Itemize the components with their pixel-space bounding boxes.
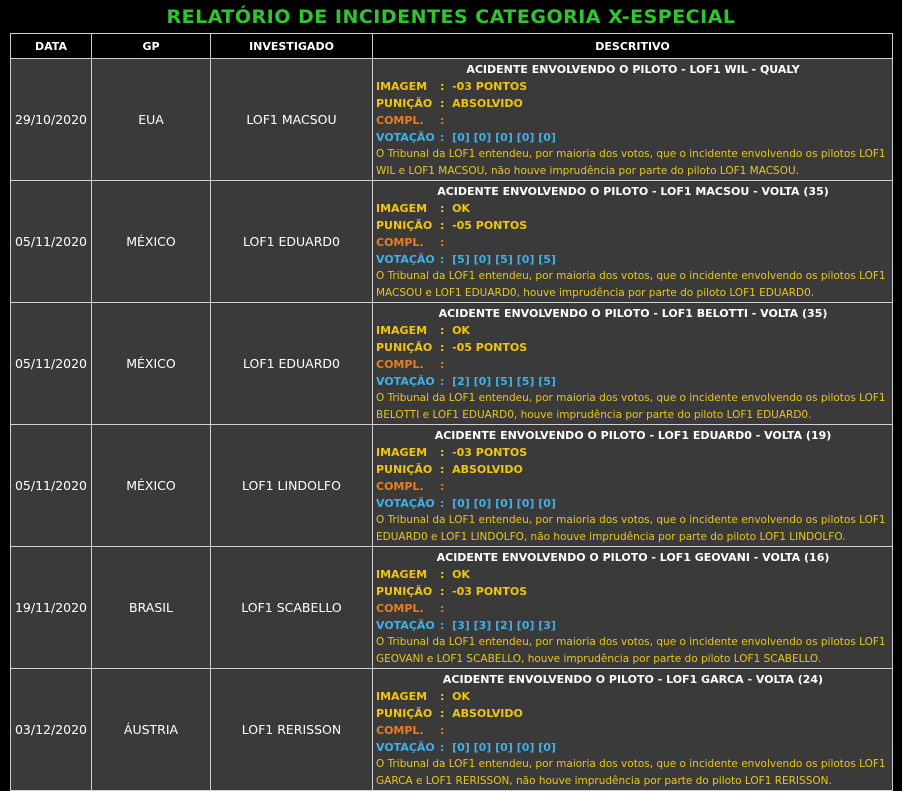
punicao-label: PUNIÇÃO — [376, 97, 433, 110]
ruling-text-line-2: GARCA e LOF1 RERISSON, não houve imprudência por parte do piloto LOF1 RERISSON. — [376, 775, 832, 787]
gp-cell: MÉXICO — [92, 181, 211, 303]
ruling-text-line-2: EDUARD0 e LOF1 LINDOLFO, não houve imprudência por parte do piloto LOF1 LINDOLFO. — [376, 531, 846, 543]
compl-line: COMPL. : — [376, 602, 453, 615]
imagem-value: -03 PONTOS — [452, 80, 528, 93]
column-header-investigado: INVESTIGADO — [211, 34, 373, 59]
punicao-value: -05 PONTOS — [452, 219, 528, 232]
ruling-text-line-1: O Tribunal da LOF1 entendeu, por maioria dos votos, que o incidente envolvendo os pilotos LOF1 — [376, 514, 886, 526]
gp-cell: MÉXICO — [92, 425, 211, 547]
investigado-cell: LOF1 EDUARD0 — [211, 181, 373, 303]
ruling-text-line-2: WIL e LOF1 MACSOU, não houve imprudência por parte do piloto LOF1 MACSOU. — [376, 165, 800, 177]
votacao-label: VOTAÇÃO — [376, 253, 435, 266]
punicao-line: PUNIÇÃO : ABSOLVIDO — [376, 97, 523, 110]
votacao-label: VOTAÇÃO — [376, 131, 435, 144]
imagem-line: IMAGEM : OK — [376, 568, 470, 581]
punicao-value: -03 PONTOS — [452, 585, 528, 598]
ruling-text-line-2: MACSOU e LOF1 EDUARD0, houve imprudência por parte do piloto LOF1 EDUARD0. — [376, 287, 815, 299]
gp-cell: ÁUSTRIA — [92, 669, 211, 791]
imagem-value: OK — [452, 690, 470, 703]
descritivo-cell — [373, 303, 893, 425]
votacao-line: VOTAÇÃO : [0] [0] [0] [0] [0] — [376, 497, 556, 510]
votacao-line: VOTAÇÃO : [2] [0] [5] [5] [5] — [376, 375, 556, 388]
imagem-label: IMAGEM — [376, 202, 428, 215]
table-body — [11, 59, 893, 791]
imagem-label: IMAGEM — [376, 568, 428, 581]
imagem-label: IMAGEM — [376, 690, 428, 703]
table-row — [11, 425, 893, 547]
ruling-text-line-1: O Tribunal da LOF1 entendeu, por maioria dos votos, que o incidente envolvendo os pilotos LOF1 — [376, 636, 886, 648]
punicao-label: PUNIÇÃO — [376, 585, 433, 598]
imagem-line: IMAGEM : OK — [376, 690, 470, 703]
descritivo-cell — [373, 669, 893, 791]
punicao-line: PUNIÇÃO : ABSOLVIDO — [376, 463, 523, 476]
date-cell: 05/11/2020 — [11, 303, 92, 425]
votacao-label: VOTAÇÃO — [376, 497, 435, 510]
date-cell: 05/11/2020 — [11, 425, 92, 547]
gp-cell: MÉXICO — [92, 303, 211, 425]
punicao-line: PUNIÇÃO : ABSOLVIDO — [376, 707, 523, 720]
punicao-line: PUNIÇÃO : -05 PONTOS — [376, 341, 528, 354]
imagem-line: IMAGEM : OK — [376, 202, 470, 215]
votacao-line: VOTAÇÃO : [0] [0] [0] [0] [0] — [376, 741, 556, 754]
descritivo-cell — [373, 59, 893, 181]
votacao-value: [5] [0] [5] [0] [5] — [452, 253, 556, 266]
compl-line: COMPL. : — [376, 236, 453, 249]
compl-label: COMPL. — [376, 358, 424, 371]
date-cell: 19/11/2020 — [11, 547, 92, 669]
votacao-value: [0] [0] [0] [0] [0] — [452, 741, 556, 754]
incident-header: ACIDENTE ENVOLVENDO O PILOTO - LOF1 EDUARD0 - VOLTA (19) — [434, 429, 832, 442]
table-row — [11, 547, 893, 669]
column-header-gp: GP — [92, 34, 211, 59]
votacao-value: [0] [0] [0] [0] [0] — [452, 497, 556, 510]
compl-label: COMPL. — [376, 114, 424, 127]
column-header-data: DATA — [11, 34, 92, 59]
punicao-value: ABSOLVIDO — [452, 707, 523, 720]
imagem-line: IMAGEM : -03 PONTOS — [376, 446, 528, 459]
punicao-label: PUNIÇÃO — [376, 707, 433, 720]
votacao-line: VOTAÇÃO : [3] [3] [2] [0] [3] — [376, 619, 556, 632]
incident-header: ACIDENTE ENVOLVENDO O PILOTO - LOF1 GEOVANI - VOLTA (16) — [436, 551, 830, 564]
imagem-value: OK — [452, 202, 470, 215]
ruling-text-line-2: BELOTTI e LOF1 EDUARD0, houve imprudência por parte do piloto LOF1 EDUARD0. — [376, 409, 812, 421]
punicao-line: PUNIÇÃO : -05 PONTOS — [376, 219, 528, 232]
descritivo-cell — [373, 547, 893, 669]
incident-header: ACIDENTE ENVOLVENDO O PILOTO - LOF1 WIL - QUALY — [466, 63, 800, 76]
investigado-cell: LOF1 LINDOLFO — [211, 425, 373, 547]
punicao-value: ABSOLVIDO — [452, 463, 523, 476]
ruling-text-line-2: GEOVANI e LOF1 SCABELLO, houve imprudência por parte do piloto LOF1 SCABELLO. — [376, 653, 822, 665]
investigado-cell: LOF1 EDUARD0 — [211, 303, 373, 425]
investigado-cell: LOF1 RERISSON — [211, 669, 373, 791]
punicao-label: PUNIÇÃO — [376, 341, 433, 354]
table-row — [11, 303, 893, 425]
ruling-text-line-1: O Tribunal da LOF1 entendeu, por maioria dos votos, que o incidente envolvendo os pilotos LOF1 — [376, 148, 886, 160]
votacao-value: [0] [0] [0] [0] [0] — [452, 131, 556, 144]
compl-line: COMPL. : — [376, 480, 453, 493]
date-cell: 03/12/2020 — [11, 669, 92, 791]
date-cell: 29/10/2020 — [11, 59, 92, 181]
compl-label: COMPL. — [376, 236, 424, 249]
incident-header: ACIDENTE ENVOLVENDO O PILOTO - LOF1 MACSOU - VOLTA (35) — [437, 185, 829, 198]
compl-line: COMPL. : — [376, 114, 453, 127]
table-row — [11, 59, 893, 181]
gp-cell: BRASIL — [92, 547, 211, 669]
punicao-value: -05 PONTOS — [452, 341, 528, 354]
votacao-line: VOTAÇÃO : [5] [0] [5] [0] [5] — [376, 253, 556, 266]
imagem-label: IMAGEM — [376, 80, 428, 93]
table-row — [11, 669, 893, 791]
votacao-label: VOTAÇÃO — [376, 619, 435, 632]
imagem-line: IMAGEM : OK — [376, 324, 470, 337]
imagem-value: OK — [452, 568, 470, 581]
descritivo-cell — [373, 425, 893, 547]
compl-line: COMPL. : — [376, 724, 453, 737]
votacao-label: VOTAÇÃO — [376, 741, 435, 754]
page-title: RELATÓRIO DE INCIDENTES CATEGORIA X-ESPECIAL — [166, 6, 736, 28]
date-cell: 05/11/2020 — [11, 181, 92, 303]
imagem-value: -03 PONTOS — [452, 446, 528, 459]
ruling-text-line-1: O Tribunal da LOF1 entendeu, por maioria dos votos, que o incidente envolvendo os pilotos LOF1 — [376, 758, 886, 770]
column-header-descritivo: DESCRITIVO — [373, 34, 893, 59]
compl-line: COMPL. : — [376, 358, 453, 371]
punicao-value: ABSOLVIDO — [452, 97, 523, 110]
compl-label: COMPL. — [376, 602, 424, 615]
imagem-label: IMAGEM — [376, 324, 428, 337]
compl-label: COMPL. — [376, 724, 424, 737]
investigado-cell: LOF1 SCABELLO — [211, 547, 373, 669]
compl-label: COMPL. — [376, 480, 424, 493]
votacao-value: [2] [0] [5] [5] [5] — [452, 375, 556, 388]
punicao-label: PUNIÇÃO — [376, 219, 433, 232]
ruling-text-line-1: O Tribunal da LOF1 entendeu, por maioria dos votos, que o incidente envolvendo os pilotos LOF1 — [376, 392, 886, 404]
descritivo-cell — [373, 181, 893, 303]
votacao-label: VOTAÇÃO — [376, 375, 435, 388]
imagem-label: IMAGEM — [376, 446, 428, 459]
punicao-label: PUNIÇÃO — [376, 463, 433, 476]
ruling-text-line-1: O Tribunal da LOF1 entendeu, por maioria dos votos, que o incidente envolvendo os pilotos LOF1 — [376, 270, 886, 282]
incident-header: ACIDENTE ENVOLVENDO O PILOTO - LOF1 GARCA - VOLTA (24) — [442, 673, 824, 686]
investigado-cell: LOF1 MACSOU — [211, 59, 373, 181]
table-header-row — [11, 34, 893, 59]
punicao-line: PUNIÇÃO : -03 PONTOS — [376, 585, 528, 598]
incident-header: ACIDENTE ENVOLVENDO O PILOTO - LOF1 BELOTTI - VOLTA (35) — [438, 307, 828, 320]
gp-cell: EUA — [92, 59, 211, 181]
votacao-line: VOTAÇÃO : [0] [0] [0] [0] [0] — [376, 131, 556, 144]
incident-table — [10, 33, 893, 791]
imagem-line: IMAGEM : -03 PONTOS — [376, 80, 528, 93]
imagem-value: OK — [452, 324, 470, 337]
table-row — [11, 181, 893, 303]
votacao-value: [3] [3] [2] [0] [3] — [452, 619, 556, 632]
